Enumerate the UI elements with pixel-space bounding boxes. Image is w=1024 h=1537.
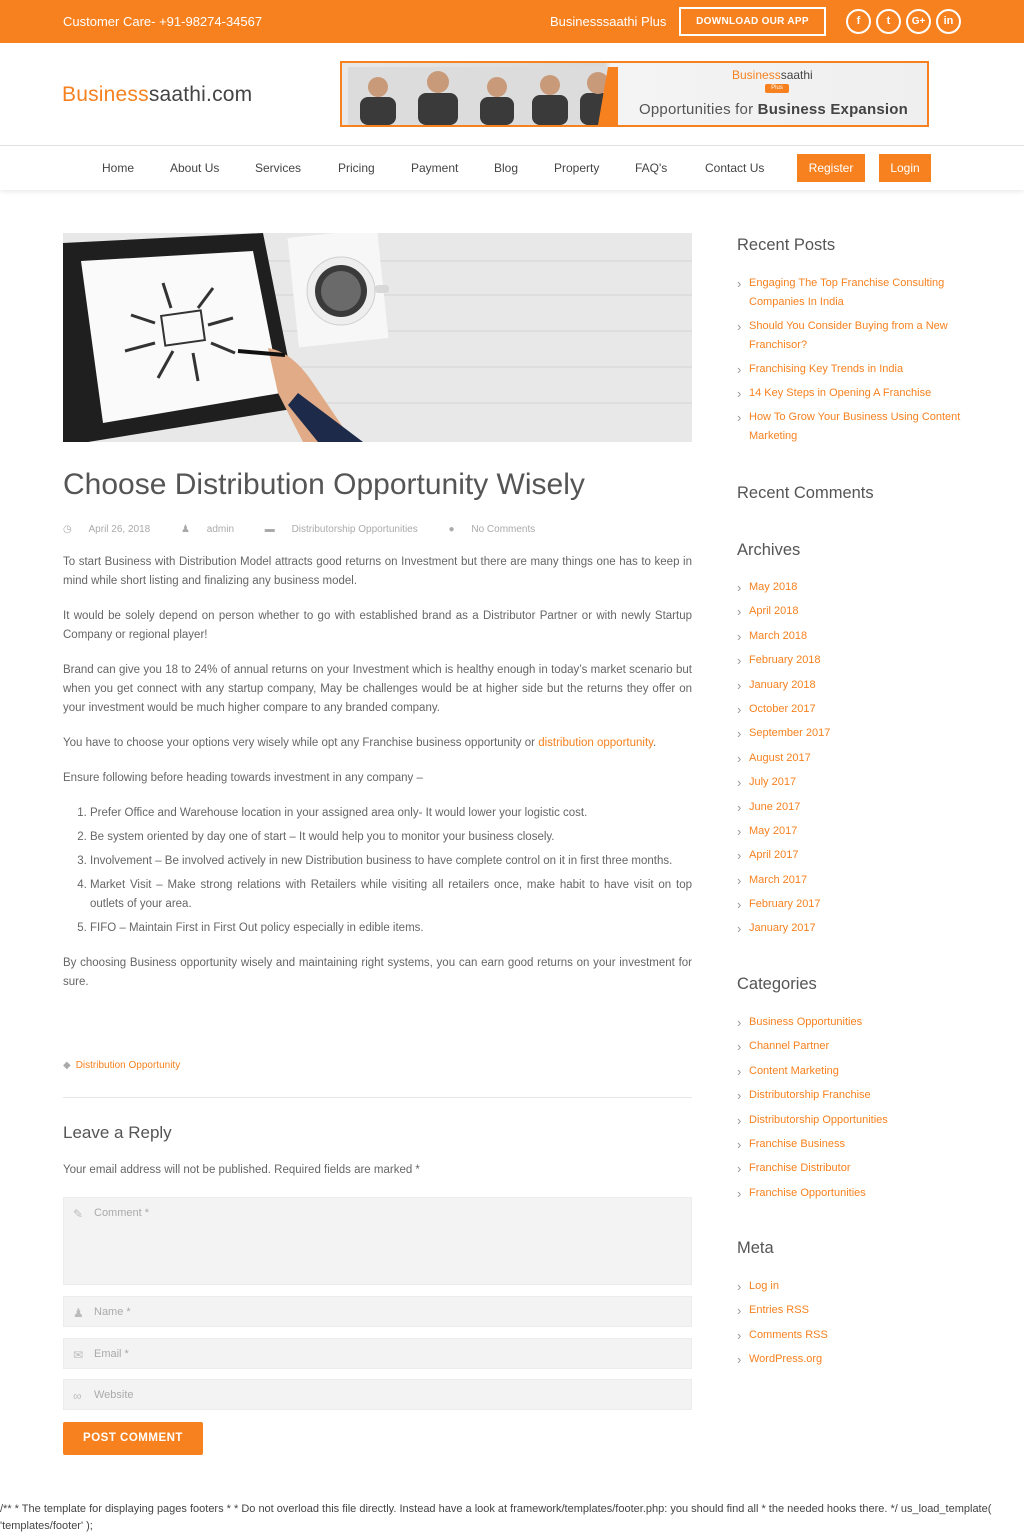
archive-link[interactable]: › February 2017 bbox=[737, 895, 967, 919]
nav-about-us[interactable]: About Us bbox=[170, 161, 220, 175]
category-link[interactable]: › Content Marketing bbox=[737, 1062, 967, 1086]
archive-link[interactable]: › March 2018 bbox=[737, 627, 967, 651]
comments-icon: ● bbox=[448, 524, 458, 535]
archive-link[interactable]: › July 2017 bbox=[737, 773, 967, 797]
email-input[interactable]: ✉ Email * bbox=[63, 1338, 692, 1369]
tag-link[interactable]: Distribution Opportunity bbox=[75, 1060, 181, 1071]
paragraph: It would be solely depend on person whether to go with established brand as a Distributor Partner or with newly Startup Company or regional player! bbox=[63, 610, 692, 641]
list-item: 3. Involvement – Be involved actively in new Distribution business to have complete control on it in first three months. bbox=[90, 852, 692, 871]
user-icon: ♟ bbox=[73, 1306, 84, 1320]
post-title: Choose Distribution Opportunity Wisely bbox=[63, 468, 585, 501]
recent-comments-title: Recent Comments bbox=[737, 484, 874, 502]
archive-link[interactable]: › February 2018 bbox=[737, 651, 967, 675]
post-comment-button[interactable]: POST COMMENT bbox=[63, 1422, 203, 1455]
name-input[interactable]: ♟ Name * bbox=[63, 1296, 692, 1327]
post-category[interactable]: ▬ Distributorship Opportunities bbox=[264, 524, 418, 535]
register-button[interactable]: Register bbox=[797, 154, 865, 182]
category-link[interactable]: › Distributorship Opportunities bbox=[737, 1111, 967, 1135]
category-link[interactable]: › Distributorship Franchise bbox=[737, 1086, 967, 1110]
category-link[interactable]: › Franchise Business bbox=[737, 1135, 967, 1159]
paragraph: To start Business with Distribution Model attracts good returns on Investment but there are many things one has to keep in mind while short listing and finalizing any business model. bbox=[63, 556, 692, 587]
recent-post-link[interactable]: › Engaging The Top Franchise Consulting Companies In India bbox=[737, 274, 967, 312]
list-item: 2. Be system oriented by day one of start – It would help you to monitor your business closely. bbox=[90, 828, 692, 847]
website-input[interactable]: ∞ Website bbox=[63, 1379, 692, 1410]
meta-link[interactable]: › Log in bbox=[737, 1277, 967, 1301]
comment-textarea[interactable]: ✎ Comment * bbox=[63, 1197, 692, 1285]
recent-post-link[interactable]: › How To Grow Your Business Using Content Marketing bbox=[737, 408, 967, 446]
recent-post-link[interactable]: › Franchising Key Trends in India bbox=[737, 360, 967, 379]
post-date: ◷ April 26, 2018 bbox=[63, 524, 151, 535]
categories-list bbox=[737, 1013, 967, 1208]
link-icon: ∞ bbox=[73, 1389, 82, 1403]
paragraph: Brand can give you 18 to 24% of annual returns on your Investment which is healthy enough in today’s market scenario but when you get connect with any startup company, May be challenges would be at higher side but the returns they offer on your investment would be much higher compare to any branded company. bbox=[63, 664, 692, 714]
archives-title: Archives bbox=[737, 541, 801, 559]
nav-contact-us[interactable]: Contact Us bbox=[705, 161, 765, 175]
banner-brand: Businesssaathi bbox=[732, 68, 813, 82]
meta-link[interactable]: › Comments RSS bbox=[737, 1326, 967, 1350]
envelope-icon: ✉ bbox=[73, 1348, 84, 1362]
checklist bbox=[63, 804, 692, 938]
post-meta bbox=[63, 524, 563, 535]
reply-title: Leave a Reply bbox=[63, 1123, 172, 1142]
clock-icon: ◷ bbox=[63, 524, 75, 535]
post-content bbox=[63, 553, 692, 1008]
list-item: 1. Prefer Office and Warehouse location in your assigned area only- It would lower your logistic cost. bbox=[90, 804, 692, 823]
post-featured-image bbox=[63, 233, 692, 442]
archive-link[interactable]: › August 2017 bbox=[737, 749, 967, 773]
categories-title: Categories bbox=[737, 975, 817, 993]
archive-link[interactable]: › January 2017 bbox=[737, 919, 967, 943]
archive-link[interactable]: › March 2017 bbox=[737, 871, 967, 895]
nav-home[interactable]: Home bbox=[102, 161, 135, 175]
logo-text-orange: Business bbox=[62, 83, 149, 106]
site-header bbox=[0, 43, 1024, 145]
post-tags bbox=[63, 1060, 180, 1071]
reply-note: Your email address will not be published. Required fields are marked * bbox=[63, 1164, 420, 1176]
paragraph: By choosing Business opportunity wisely and maintaining right systems, you can earn good returns on your investment for sure. bbox=[63, 957, 692, 988]
list-item: 4. Market Visit – Make strong relations with Retailers while visiting all retailers once, make habit to have visit on top outlets of your area. bbox=[90, 876, 692, 914]
archive-link[interactable]: › May 2018 bbox=[737, 578, 967, 602]
folder-icon: ▬ bbox=[264, 524, 278, 535]
divider bbox=[63, 1097, 692, 1098]
business-people-image bbox=[348, 67, 618, 125]
post-author[interactable]: ♟ admin bbox=[181, 524, 235, 535]
recent-post-link[interactable]: › Should You Consider Buying from a New Franchisor? bbox=[737, 317, 967, 355]
distribution-opportunity-link[interactable]: distribution opportunity bbox=[538, 737, 654, 749]
paragraph: Ensure following before heading towards investment in any company – bbox=[63, 772, 423, 784]
archive-link[interactable]: › January 2018 bbox=[737, 676, 967, 700]
nav-faqs[interactable]: FAQ's bbox=[635, 161, 668, 175]
nav-property[interactable]: Property bbox=[554, 161, 600, 175]
category-link[interactable]: › Channel Partner bbox=[737, 1037, 967, 1061]
category-link[interactable]: › Franchise Distributor bbox=[737, 1159, 967, 1183]
archive-link[interactable]: › April 2017 bbox=[737, 846, 967, 870]
post-comments[interactable]: ● No Comments bbox=[448, 524, 536, 535]
google-plus-icon[interactable]: G+ bbox=[906, 9, 931, 34]
nav-blog[interactable]: Blog bbox=[494, 161, 519, 175]
archive-link[interactable]: › September 2017 bbox=[737, 724, 967, 748]
meta-list bbox=[737, 1277, 967, 1375]
category-link[interactable]: › Franchise Opportunities bbox=[737, 1184, 967, 1208]
top-bar bbox=[0, 0, 1024, 43]
pencil-icon: ✎ bbox=[73, 1207, 84, 1221]
linkedin-icon[interactable]: in bbox=[936, 9, 961, 34]
meta-link[interactable]: › WordPress.org bbox=[737, 1350, 967, 1374]
main-navigation bbox=[0, 145, 1024, 190]
banner-plus-badge: Plus bbox=[765, 84, 789, 93]
recent-posts-title: Recent Posts bbox=[737, 236, 836, 254]
header-banner[interactable] bbox=[340, 61, 929, 127]
recent-posts-list bbox=[737, 274, 967, 451]
site-logo[interactable] bbox=[62, 83, 252, 107]
nav-payment[interactable]: Payment bbox=[411, 161, 459, 175]
logo-text-dark: saathi.com bbox=[148, 83, 253, 106]
download-app-button[interactable]: DOWNLOAD OUR APP bbox=[679, 7, 826, 36]
customer-care-text: Customer Care- +91-98274-34567 bbox=[63, 14, 263, 29]
twitter-icon[interactable]: t bbox=[876, 9, 901, 34]
footer-template-comment: /** * The template for displaying pages footers * * Do not overload this file directly. Instead have a look at framework/templates/footer.php: you should find all * the needed hooks there. */ us_load_template( 'templates/footer' ); bbox=[0, 1503, 992, 1532]
facebook-icon[interactable]: f bbox=[846, 9, 871, 34]
banner-tagline: Opportunities for Business Expansion bbox=[639, 101, 908, 118]
archives-list bbox=[737, 578, 967, 944]
category-link[interactable]: › Business Opportunities bbox=[737, 1013, 967, 1037]
meta-link[interactable]: › Entries RSS bbox=[737, 1301, 967, 1325]
tag-icon: ◆ bbox=[63, 1060, 71, 1071]
paragraph: You have to choose your options very wisely while opt any Franchise business opportunity or distribution opportunity. bbox=[63, 737, 657, 749]
archive-link[interactable]: › April 2018 bbox=[737, 602, 967, 626]
recent-post-link[interactable]: › 14 Key Steps in Opening A Franchise bbox=[737, 384, 967, 403]
nav-services[interactable]: Services bbox=[255, 161, 302, 175]
list-item: 5. FIFO – Maintain First in First Out policy especially in edible items. bbox=[90, 919, 692, 938]
login-button[interactable]: Login bbox=[879, 154, 931, 182]
archive-link[interactable]: › October 2017 bbox=[737, 700, 967, 724]
archive-link[interactable]: › May 2017 bbox=[737, 822, 967, 846]
archive-link[interactable]: › June 2017 bbox=[737, 798, 967, 822]
user-icon: ♟ bbox=[181, 524, 193, 535]
businesssaathi-plus-link[interactable]: Businesssaathi Plus bbox=[550, 14, 667, 29]
nav-pricing[interactable]: Pricing bbox=[338, 161, 375, 175]
meta-title: Meta bbox=[737, 1239, 774, 1257]
